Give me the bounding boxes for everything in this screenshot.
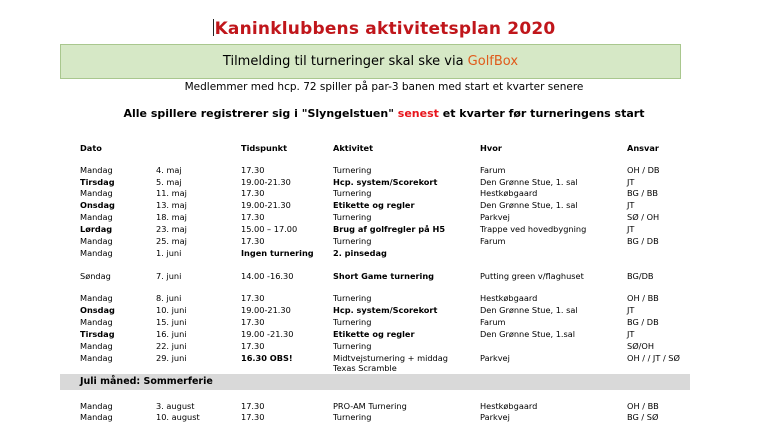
- cell-day: Mandag: [80, 236, 113, 246]
- header-where: Hvor: [480, 143, 502, 153]
- table-row: [0, 401, 768, 411]
- header-date: Dato: [80, 143, 102, 153]
- cell-date: 18. maj: [156, 212, 187, 222]
- cell-day: Mandag: [80, 401, 113, 411]
- section-summer-break: Juli måned: Sommerferie: [60, 374, 690, 390]
- cell-day: Onsdag: [80, 305, 115, 315]
- cell-time: 19.00 -21.30: [241, 329, 294, 339]
- cell-day: Mandag: [80, 212, 113, 222]
- cell-date: 5. maj: [156, 177, 182, 187]
- cell-responsible: BG / SØ: [627, 412, 659, 422]
- cell-date: 16. juni: [156, 329, 187, 339]
- cell-activity: 2. pinsedag: [333, 248, 387, 258]
- cell-date: 7. juni: [156, 271, 182, 281]
- table-row: [0, 224, 768, 234]
- cell-time: 15.00 – 17.00: [241, 224, 298, 234]
- header-responsible: Ansvar: [627, 143, 659, 153]
- cell-activity-line2: Texas Scramble: [333, 363, 397, 373]
- cell-date: 22. juni: [156, 341, 187, 351]
- cell-activity: Turnering: [333, 317, 372, 327]
- cell-responsible: OH / / JT / SØ: [627, 353, 680, 363]
- cell-activity: Turnering: [333, 236, 372, 246]
- cell-responsible: BG / BB: [627, 188, 659, 198]
- cell-activity: Etikette og regler: [333, 200, 415, 210]
- cell-where: Farum: [480, 317, 506, 327]
- cell-day: Mandag: [80, 412, 113, 422]
- table-row: [0, 341, 768, 351]
- cell-day: Tirsdag: [80, 329, 115, 339]
- cell-activity: Turnering: [333, 293, 372, 303]
- cell-responsible: SØ / OH: [627, 212, 660, 222]
- cell-activity: Brug af golfregler på H5: [333, 224, 446, 234]
- golfbox-link[interactable]: GolfBox: [467, 54, 519, 69]
- cell-day: Mandag: [80, 248, 113, 258]
- cell-date: 4. maj: [156, 165, 182, 175]
- cell-where: Hestkøbgaard: [480, 188, 538, 198]
- cell-day: Lørdag: [80, 224, 113, 234]
- registration-banner: Tilmelding til turneringer skal ske via GolfBox: [60, 44, 681, 79]
- table-row: [0, 177, 768, 187]
- cell-date: 11. maj: [156, 188, 187, 198]
- cell-where: Parkvej: [480, 412, 510, 422]
- table-row: [0, 329, 768, 339]
- cell-time: 17.30: [241, 236, 265, 246]
- registration-note: Alle spillere registrerer sig i "Slyngelstuen" senest et kvarter før turneringens start: [123, 107, 645, 120]
- cell-day: Søndag: [80, 271, 111, 281]
- cell-where: Putting green v/flaghuset: [480, 271, 584, 281]
- cell-responsible: SØ/OH: [627, 341, 655, 351]
- header-activity: Aktivitet: [333, 143, 374, 153]
- cell-responsible: BG / DB: [627, 236, 659, 246]
- cell-time: 17.30: [241, 188, 265, 198]
- cell-activity: Hcp. system/Scorekort: [333, 305, 438, 315]
- cell-date: 15. juni: [156, 317, 187, 327]
- cell-activity: Hcp. system/Scorekort: [333, 177, 438, 187]
- cell-date: 29. juni: [156, 353, 187, 363]
- cell-responsible: JT: [627, 329, 635, 339]
- cell-responsible: JT: [627, 200, 635, 210]
- cell-activity: Turnering: [333, 341, 372, 351]
- cell-time: 19.00-21.30: [241, 177, 291, 187]
- cell-responsible: JT: [627, 177, 635, 187]
- cell-date: 23. maj: [156, 224, 187, 234]
- cell-time: 17.30: [241, 165, 265, 175]
- cell-where: Den Grønne Stue, 1. sal: [480, 177, 578, 187]
- cell-time: 17.30: [241, 293, 265, 303]
- cell-day: Mandag: [80, 188, 113, 198]
- table-row: [0, 305, 768, 315]
- cell-responsible: JT: [627, 224, 635, 234]
- cell-day: Mandag: [80, 341, 113, 351]
- cell-date: 13. maj: [156, 200, 187, 210]
- text-cursor: [213, 19, 214, 36]
- cell-day: Mandag: [80, 353, 113, 363]
- cell-date: 1. juni: [156, 248, 182, 258]
- cell-responsible: OH / BB: [627, 401, 659, 411]
- cell-time: 17.30: [241, 412, 265, 422]
- cell-where: Den Grønne Stue, 1. sal: [480, 200, 578, 210]
- cell-time: 17.30: [241, 317, 265, 327]
- cell-activity: Short Game turnering: [333, 271, 435, 281]
- cell-responsible: OH / BB: [627, 293, 659, 303]
- cell-time: 17.30: [241, 212, 265, 222]
- cell-day: Onsdag: [80, 200, 115, 210]
- cell-date: 8. juni: [156, 293, 182, 303]
- cell-time: 19.00-21.30: [241, 200, 291, 210]
- cell-where: Parkvej: [480, 353, 510, 363]
- cell-responsible: OH / DB: [627, 165, 660, 175]
- members-note: Medlemmer med hcp. 72 spiller på par-3 banen med start et kvarter senere: [184, 81, 584, 93]
- cell-activity: Turnering: [333, 212, 372, 222]
- page-title: Kaninklubbens aktivitetsplan 2020: [214, 19, 556, 39]
- table-row: [0, 293, 768, 303]
- cell-time: 17.30: [241, 401, 265, 411]
- cell-activity: PRO-AM Turnering: [333, 401, 407, 411]
- cell-time: 19.00-21.30: [241, 305, 291, 315]
- cell-day: Mandag: [80, 293, 113, 303]
- table-row: [0, 412, 768, 422]
- table-row: [0, 188, 768, 198]
- cell-where: Hestkøbgaard: [480, 401, 538, 411]
- cell-where: Hestkøbgaard: [480, 293, 538, 303]
- cell-where: Parkvej: [480, 212, 510, 222]
- cell-date: 10. juni: [156, 305, 187, 315]
- cell-responsible: BG / DB: [627, 317, 659, 327]
- cell-day: Tirsdag: [80, 177, 115, 187]
- cell-day: Mandag: [80, 165, 113, 175]
- cell-time: Ingen turnering: [241, 248, 314, 258]
- cell-time: 14.00 -16.30: [241, 271, 294, 281]
- table-row: [0, 236, 768, 246]
- cell-date: 10. august: [156, 412, 200, 422]
- cell-activity: Turnering: [333, 188, 372, 198]
- cell-activity: Turnering: [333, 165, 372, 175]
- cell-where: Den Grønne Stue, 1. sal: [480, 305, 578, 315]
- cell-time: 16.30 OBS!: [241, 353, 293, 363]
- table-row: [0, 212, 768, 222]
- cell-where: Trappe ved hovedbygning: [480, 224, 587, 234]
- cell-where: Farum: [480, 165, 506, 175]
- table-row: [0, 165, 768, 175]
- cell-date: 25. maj: [156, 236, 187, 246]
- cell-where: Farum: [480, 236, 506, 246]
- header-time: Tidspunkt: [241, 143, 288, 153]
- table-row: [0, 200, 768, 210]
- cell-where: Den Grønne Stue, 1.sal: [480, 329, 576, 339]
- table-row: [0, 353, 768, 373]
- cell-activity: Etikette og regler: [333, 329, 415, 339]
- table-row: [0, 271, 768, 281]
- cell-day: Mandag: [80, 317, 113, 327]
- cell-time: 17.30: [241, 341, 265, 351]
- table-row: [0, 317, 768, 327]
- cell-activity: Turnering: [333, 412, 372, 422]
- cell-responsible: JT: [627, 305, 635, 315]
- cell-date: 3. august: [156, 401, 195, 411]
- table-row: [0, 248, 768, 258]
- cell-responsible: BG/DB: [627, 271, 654, 281]
- cell-activity: Midtvejsturnering + middag: [333, 353, 448, 363]
